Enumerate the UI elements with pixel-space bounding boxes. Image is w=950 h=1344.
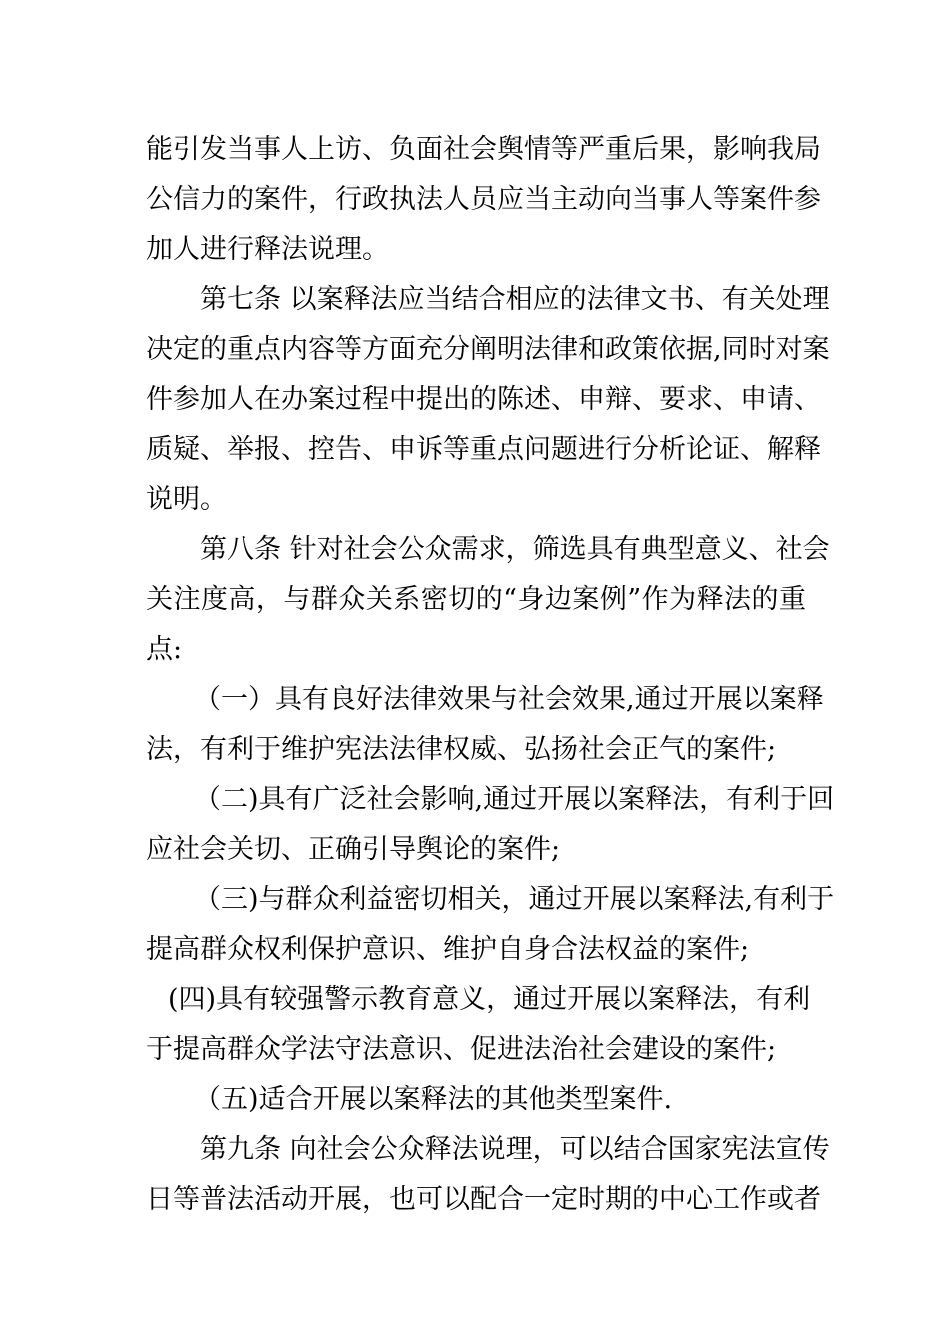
list-item-3-line: （三)与群众利益密切相关，通过开展以案释法,有利于 (194, 884, 835, 915)
text-line: 于提高群众学法守法意识、促进法治社会建设的案件; (146, 1034, 777, 1065)
text-line: 加人进行释法说理。 (146, 234, 389, 265)
list-item-5-line: （五)适合开展以案释法的其他类型案件. (194, 1084, 673, 1115)
list-item-1-line: （一）具有良好法律效果与社会效果,通过开展以案释 (194, 684, 824, 715)
text-line: 提高群众权利保护意识、维护自身合法权益的案件; (146, 934, 750, 965)
text-line: 质疑、举报、控告、申诉等重点问题进行分析论证、解释 (146, 434, 821, 465)
article-9-heading-line: 第九条 向社会公众释法说理，可以结合国家宪法宣传 (200, 1134, 830, 1165)
list-item-2-line: （二)具有广泛社会影响,通过开展以案释法，有利于回 (194, 784, 835, 815)
text-line: 日等普法活动开展，也可以配合一定时期的中心工作或者 (146, 1184, 821, 1215)
article-8-heading-line: 第八条 针对社会公众需求，筛选具有典型意义、社会 (200, 534, 830, 565)
text-line: 法，有利于维护宪法法律权威、弘扬社会正气的案件; (146, 734, 777, 765)
text-line: 说明。 (146, 484, 227, 515)
article-7-heading-line: 第七条 以案释法应当结合相应的法律文书、有关处理 (200, 284, 830, 315)
text-line: 公信力的案件，行政执法人员应当主动向当事人等案件参 (146, 184, 821, 215)
text-line: 件参加人在办案过程中提出的陈述、申辩、要求、申请、 (146, 384, 821, 415)
text-line: 决定的重点内容等方面充分阐明法律和政策依据,同时对案 (146, 334, 830, 365)
text-line: 能引发当事人上访、负面社会舆情等严重后果，影响我局 (146, 134, 821, 165)
text-line: 关注度高，与群众关系密切的“身边案例”作为释法的重 (146, 584, 806, 615)
list-item-4-line: (四)具有较强警示教育意义，通过开展以案释法，有利 (168, 984, 811, 1015)
text-line: 点: (146, 634, 183, 665)
text-line: 应社会关切、正确引导舆论的案件; (146, 834, 561, 865)
